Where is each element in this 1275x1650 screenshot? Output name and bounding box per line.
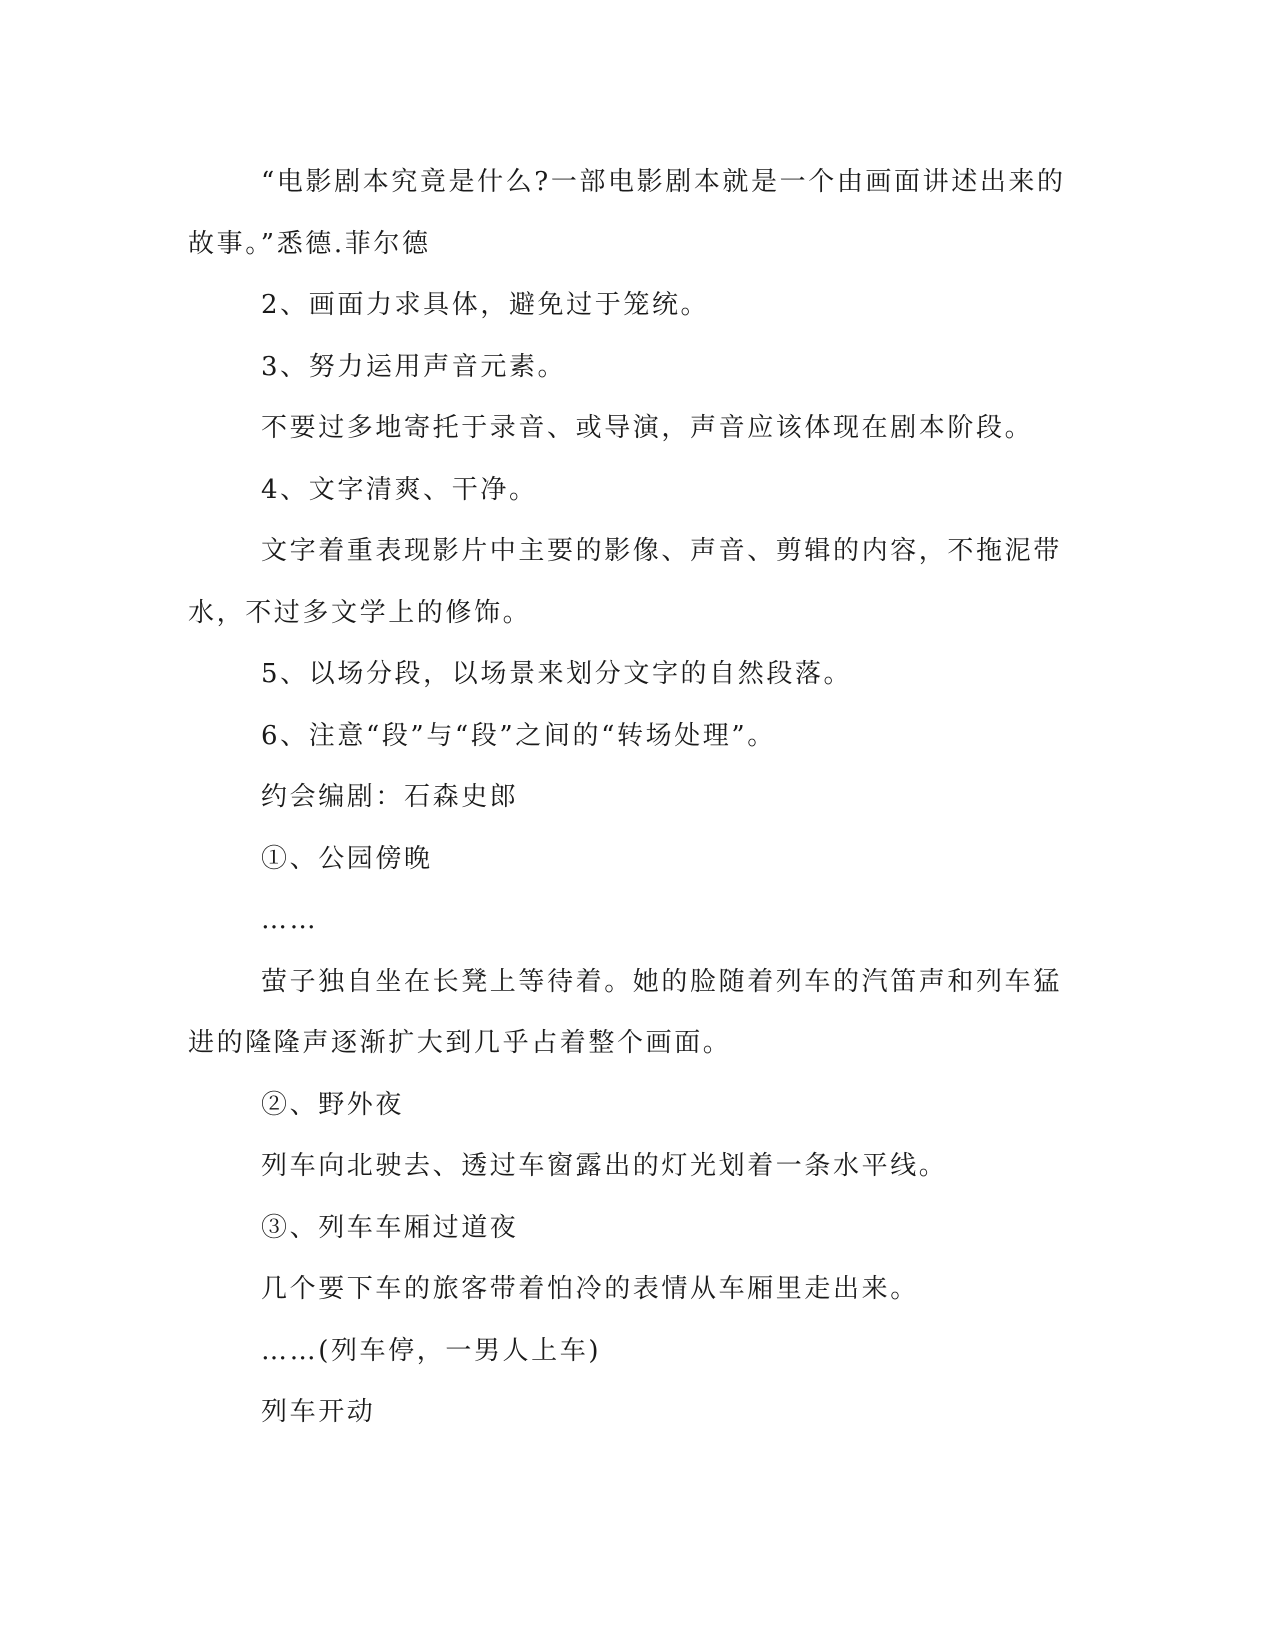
scene-2-heading: ②、野外夜 bbox=[261, 1089, 405, 1120]
example-title: 约会编剧：石森史郎 bbox=[261, 782, 519, 812]
scene-2-text: 列车向北驶去、透过车窗露出的灯光划着一条水平线。 bbox=[261, 1151, 948, 1181]
scene-1-text: 萤子独自坐在长凳上等待着。她的脸随着列车的汽笛声和列车猛进的隆隆声逐渐扩大到几乎占着整个画面。 bbox=[188, 966, 1062, 1058]
scene-3-end: 列车开动 bbox=[261, 1397, 376, 1427]
point-3-detail: 不要过多地寄托于录音、或导演，声音应该体现在剧本阶段。 bbox=[261, 413, 1034, 443]
point-4-detail: 文字着重表现影片中主要的影像、声音、剪辑的内容，不拖泥带水，不过多文学上的修饰。 bbox=[188, 536, 1062, 628]
point-3: 3、努力运用声音元素。 bbox=[261, 351, 567, 382]
point-2: 2、画面力求具体，避免过于笼统。 bbox=[261, 290, 710, 320]
point-4: 4、文字清爽、干净。 bbox=[261, 474, 538, 505]
scene-1-heading: ①、公园傍晚 bbox=[261, 843, 433, 874]
scene-3-text: 几个要下车的旅客带着怕冷的表情从车厢里走出来。 bbox=[261, 1274, 919, 1304]
scene-3-action: ……(列车停，一男人上车) bbox=[261, 1335, 602, 1366]
point-6: 6、注意“段”与“段”之间的“转场处理”。 bbox=[261, 720, 776, 751]
quote-paragraph: “电影剧本究竟是什么?一部电影剧本就是一个由画面讲述出来的故事。”悉德.菲尔德 bbox=[188, 167, 1066, 259]
ellipsis-line: …… bbox=[261, 905, 319, 935]
scene-3-heading: ③、列车车厢过道夜 bbox=[261, 1212, 519, 1243]
document-page bbox=[188, 152, 1078, 1444]
point-5: 5、以场分段，以场景来划分文字的自然段落。 bbox=[261, 659, 853, 689]
